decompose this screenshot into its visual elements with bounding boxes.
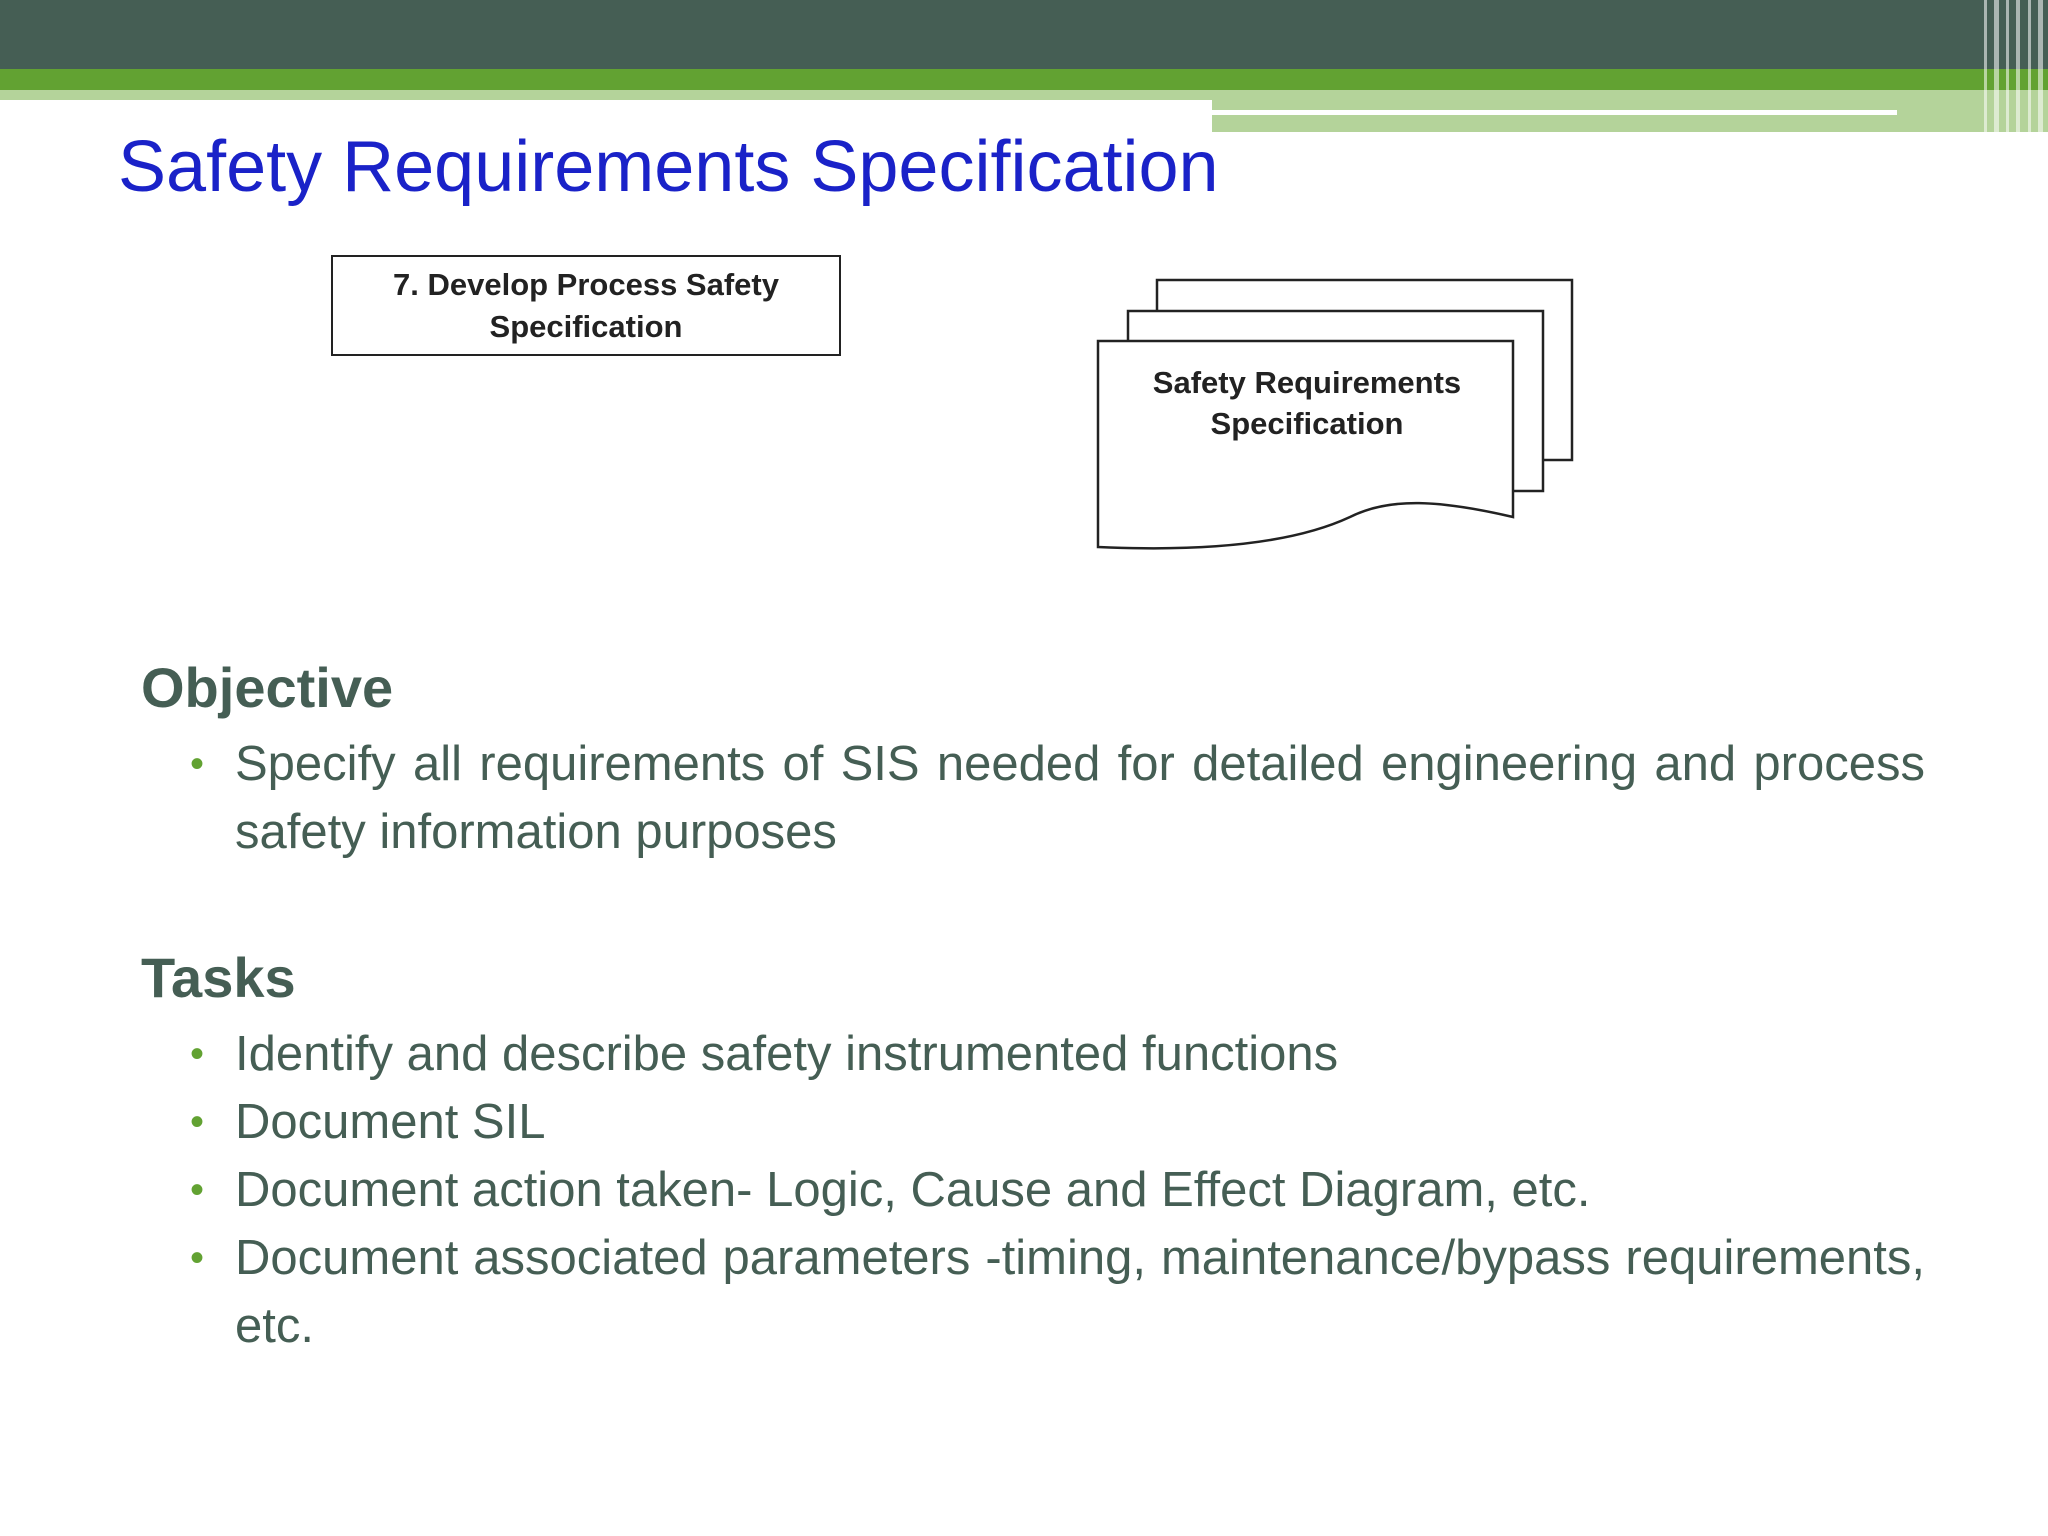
list-item: • Identify and describe safety instrumented functions bbox=[190, 1020, 1925, 1088]
tasks-heading: Tasks bbox=[141, 946, 296, 1009]
list-item: • Document associated parameters -timing, maintenance/bypass requirements, etc. bbox=[190, 1224, 1925, 1360]
slide-title: Safety Requirements Specification bbox=[118, 127, 1219, 207]
document-stack-label: Safety Requirements Specification bbox=[1152, 365, 1462, 441]
list-item: • Document SIL bbox=[190, 1088, 1925, 1156]
objective-heading: Objective bbox=[141, 656, 394, 719]
process-step-label: 7. Develop Process Safety Specification bbox=[393, 266, 779, 344]
list-item: • Specify all requirements of SIS needed for detailed engineering and process safety information purposes bbox=[190, 730, 1925, 866]
objective-list bbox=[190, 730, 1925, 866]
tasks-list bbox=[190, 1020, 1925, 1360]
header-accent-line bbox=[1212, 110, 1897, 115]
list-item: • Document action taken- Logic, Cause and Effect Diagram, etc. bbox=[190, 1156, 1925, 1224]
header-bar-light-left bbox=[0, 90, 1212, 100]
process-step-box bbox=[331, 255, 841, 356]
header-stripes bbox=[1980, 0, 2048, 140]
header-bar-dark bbox=[0, 0, 2048, 69]
header-bar-green bbox=[0, 69, 2048, 90]
